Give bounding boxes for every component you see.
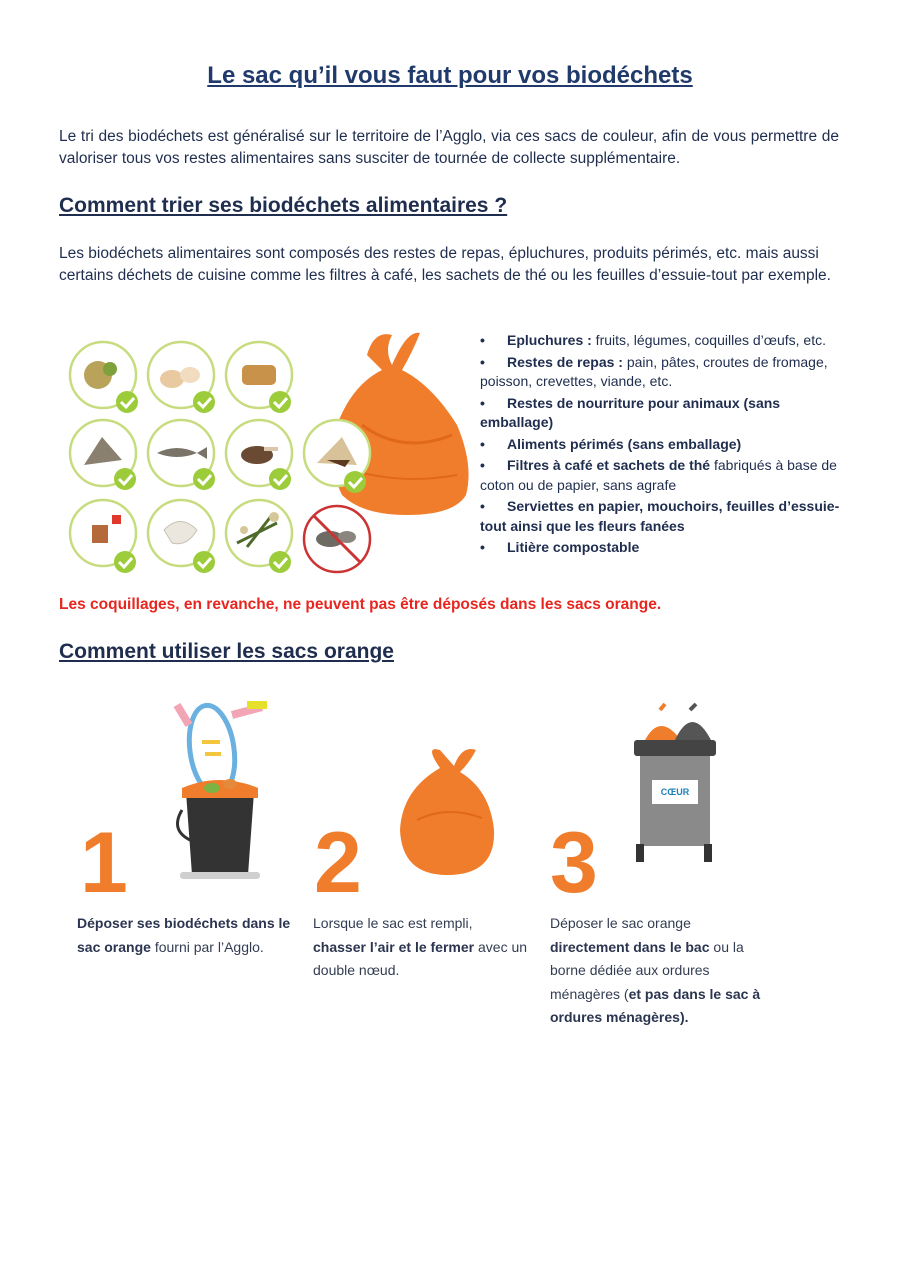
shellfish-warning: Les coquillages, en revanche, ne peuvent pas être déposés dans les sacs orange. (59, 596, 662, 613)
wilted-flowers-icon (226, 500, 292, 573)
vegetable-peelings-icon (70, 342, 138, 413)
list-item: • Restes de repas : pain, pâtes, croutes de fromage, poisson, crevettes, viande, etc. (480, 353, 828, 389)
list-item: • Aliments périmés (sans emballage) (480, 435, 742, 452)
bin-logo: CŒUR (660, 787, 690, 797)
step-number: 2 (314, 815, 362, 900)
list-item: • Serviettes en papier, mouchoirs, feuilles d’essuie-tout ainsi que les fleurs fanées (480, 498, 840, 534)
fish-icon (148, 420, 215, 490)
bread-icon (226, 342, 292, 413)
list-item: • Epluchures : fruits, légumes, coquilles d’œufs, etc. (480, 332, 826, 348)
accepted-waste-list (480, 331, 845, 560)
coffee-filter-icon (304, 420, 370, 493)
food-waste-illustration (62, 325, 472, 580)
list-item: • Restes de nourriture pour animaux (sans emballage) (480, 394, 781, 430)
step-2-description: Lorsque le sac est rempli, chasser l’air et le fermer avec un double nœud. (313, 915, 528, 978)
step-number: 3 (550, 815, 598, 900)
kitchen-bin-with-plate-icon (177, 702, 267, 879)
section-heading-usage: Comment utiliser les sacs orange (59, 640, 394, 663)
household-waste-bin-icon (634, 704, 716, 862)
egg-shells-icon (148, 342, 215, 413)
step-1-description: Déposer ses biodéchets dans le sac orange fourni par l’Agglo. (77, 915, 291, 955)
usage-steps-illustration (62, 680, 782, 900)
intro-paragraph: Le tri des biodéchets est généralisé sur le territoire de l’Agglo, via ces sacs de couleur, afin de vous permettre de valoriser tous vos restes alimentaires sans susciter de tournée de collecte supplémentaire. (59, 128, 839, 167)
section-heading-sorting: Comment trier ses biodéchets alimentaires ? (59, 194, 508, 217)
step-number: 1 (80, 815, 128, 900)
paper-napkin-icon (148, 500, 215, 573)
meat-bones-icon (226, 420, 292, 490)
list-item: • Litière compostable (480, 539, 640, 555)
page-title: Le sac qu’il vous faut pour vos biodéchets (207, 62, 693, 89)
no-shellfish-icon (304, 506, 370, 572)
closed-orange-bag-icon (400, 749, 494, 875)
list-item: • Filtres à café et sachets de thé fabriqués à base de coton ou de papier, sans agrafe (480, 457, 837, 493)
tea-bag-icon (70, 500, 136, 573)
cheese-icon (70, 420, 136, 490)
step-3-description: Déposer le sac orange directement dans le bac ou la borne dédiée aux ordures ménagères (et pas dans le sac à ordures ménagères). (550, 915, 761, 1025)
sorting-paragraph: Les biodéchets alimentaires sont composés des restes de repas, épluchures, produits périmés, etc. mais aussi certains déchets de cuisine comme les filtres à café, les sachets de thé ou les feuilles d’essuie-tout par exemple. (59, 245, 831, 284)
